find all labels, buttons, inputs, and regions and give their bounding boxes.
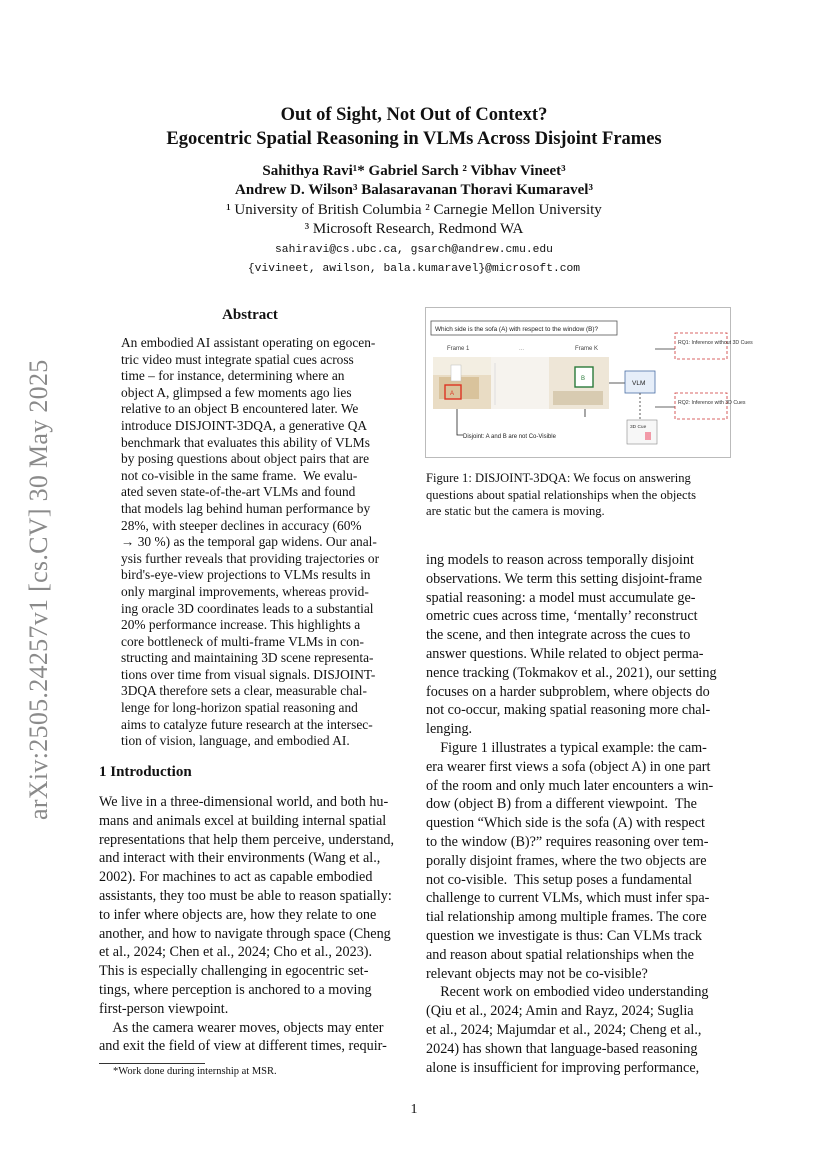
frame-1-image — [433, 357, 491, 409]
frame-k-image — [549, 357, 609, 409]
intermediate-frame — [491, 357, 549, 409]
intro-right-line: spatial reasoning: a model must accumulate ge- — [426, 589, 696, 606]
email-line-2: {vivineet, awilson, bala.kumaravel}@microsoft.com — [247, 263, 581, 275]
intro-right-line: and reason about spatial relationships when the — [426, 946, 694, 963]
figure-1-caption — [426, 470, 730, 520]
abstract-heading: Abstract — [222, 307, 278, 323]
intro-right-line: Figure 1 illustrates a typical example: the cam- — [426, 739, 707, 756]
rq2-label: RQ2: Inference with 3D Cues — [678, 400, 746, 406]
intro-right-line: question we investigate is thus: Can VLMs track — [426, 927, 702, 944]
frame-1-label: Frame 1 — [447, 346, 470, 352]
intro-right-line: 2024) has shown that language-based reasoning — [426, 1040, 698, 1057]
footnote: *Work done during internship at MSR. — [113, 1066, 277, 1077]
question-text: Which side is the sofa (A) with respect to the window (B)? — [435, 326, 599, 333]
label-b: B — [581, 376, 586, 382]
intro-right-line: porally disjoint frames, where the two objects are — [426, 852, 707, 869]
section-heading-introduction: 1 Introduction — [99, 764, 192, 780]
authors-line-1: Sahithya Ravi¹* Gabriel Sarch ² Vibhav Vineet³ — [262, 163, 566, 179]
intro-right-line: lenging. — [426, 721, 473, 738]
footnote-rule — [99, 1063, 205, 1064]
intro-right-line: observations. We term this setting disjoint-frame — [426, 570, 702, 587]
intro-right-line: relevant objects may not be co-visible? — [426, 965, 648, 982]
intro-right-line: ing models to reason across temporally disjoint — [426, 552, 694, 568]
intro-right-line: Recent work on embodied video understanding — [426, 984, 709, 1001]
intro-right-line: answer questions. While related to object perma- — [426, 645, 704, 662]
abstract-line: ing oracle 3D coordinates leads to a substantial — [121, 600, 374, 616]
intro-right-line: not co-visible. This setup poses a fundamental — [426, 871, 693, 888]
intro-right-line: era wearer first views a sofa (object A) in one part — [426, 758, 711, 775]
intro-left-line: This is especially challenging in egocentric set- — [99, 963, 369, 980]
intro-left-line: As the camera wearer moves, objects may enter — [99, 1019, 384, 1036]
abstract-line: that models lag behind human performance by — [121, 500, 371, 516]
intro-right-line: of the room and only much later encounters a win- — [426, 777, 714, 794]
frames-ellipsis: ... — [519, 346, 525, 352]
intro-left-line: tings, where perception is anchored to a moving — [99, 981, 372, 998]
intro-left-line: assistants, they too must be able to reason spatially: — [99, 887, 392, 904]
intro-left-line: et al., 2024; Chen et al., 2024; Cho et al., 2023). — [99, 944, 373, 961]
intro-right-line: et al., 2024; Majumdar et al., 2024; Cheng et al., — [426, 1021, 702, 1038]
intro-left-line: 2002). For machines to act as capable embodied — [99, 869, 373, 886]
intro-right-line: the scene, and then integrate across the cues to — [426, 627, 691, 644]
abstract-line: benchmark that evaluates this ability of VLMs — [121, 434, 370, 450]
intro-right-line: nence tracking (Tokmakov et al., 2021), our setting — [426, 664, 717, 681]
abstract-line: ysis further reveals that providing trajectories or — [121, 550, 380, 566]
abstract-line: bird's-eye-view projections to VLMs results in — [121, 567, 371, 583]
abstract-line: An embodied AI assistant operating on egocen- — [121, 335, 376, 350]
abstract-line: time – for instance, determining where an — [121, 368, 345, 384]
3d-cue-label: 3D Cue — [630, 425, 647, 430]
abstract-line: object A, glimpsed a few moments ago lies — [121, 384, 352, 400]
affiliation-line-2: ³ Microsoft Research, Redmond WA — [304, 221, 524, 237]
intro-right-line: (Qiu et al., 2024; Amin and Rayz, 2024; Suglia — [426, 1003, 694, 1020]
intro-right-line: challenge to current VLMs, which must infer spa- — [426, 890, 710, 907]
email-line-1: sahiravi@cs.ubc.ca, gsarch@andrew.cmu.edu — [275, 244, 553, 256]
abstract-line: tion of vision, language, and embodied AI. — [121, 733, 350, 749]
caption-line: questions about spatial relationships when the objects — [426, 487, 697, 502]
intro-left-line: to infer where objects are, how they relate to one — [99, 906, 377, 923]
abstract-line: 3DQA therefore sets a clear, measurable chal- — [121, 683, 367, 699]
intro-right-line: to the window (B)?” requires reasoning over tem- — [426, 833, 709, 850]
intro-left-line: first-person viewpoint. — [99, 1000, 229, 1017]
caption-line: Figure 1: DISJOINT-3DQA: We focus on answering — [426, 471, 691, 485]
abstract-line: core bottleneck of multi-frame VLMs in con- — [121, 633, 364, 649]
disjoint-label: Disjoint: A and B are not Co-Visible — [463, 434, 556, 440]
abstract-line: by posing questions about object pairs that are — [121, 451, 370, 467]
abstract-line: not co-visible in the same frame. We evalu- — [121, 467, 358, 483]
intro-right-line: not co-occur, making spatial reasoning more chal- — [426, 702, 711, 719]
arxiv-identifier: arXiv:2505.24257v1 [cs.CV] 30 May 2025 — [24, 359, 53, 820]
paper-title-line-1: Out of Sight, Not Out of Context? — [280, 105, 548, 125]
intro-right-line: question “Which side is the sofa (A) with respect — [426, 815, 705, 832]
abstract-body — [121, 335, 379, 750]
caption-line: are static but the camera is moving. — [426, 504, 605, 518]
intro-left-column — [99, 793, 403, 1056]
rq1-box — [675, 333, 727, 359]
rq2-box — [675, 393, 727, 419]
3d-cue-box — [627, 420, 657, 444]
vlm-label: VLM — [632, 380, 646, 387]
intro-right-line: alone is insufficient for improving performance, — [426, 1059, 700, 1076]
rq1-label: RQ1: Inference without 3D Cues — [678, 340, 753, 346]
abstract-line: tions over time from visual signals. DISJOINT- — [121, 666, 376, 682]
authors-line-2: Andrew D. Wilson³ Balasaravanan Thoravi Kumaravel³ — [235, 182, 593, 198]
abstract-line: tric video must integrate spatial cues across — [121, 351, 354, 367]
intro-left-line: representations that help them perceive, understand, — [99, 831, 395, 848]
abstract-line: → 30 %) as the temporal gap widens. Our anal- — [121, 534, 377, 550]
abstract-line: structing and maintaining 3D scene representa- — [121, 650, 374, 666]
abstract-line: ated seven state-of-the-art VLMs and found — [121, 484, 356, 500]
intro-left-line: mans and animals excel at building internal spatial — [99, 812, 387, 829]
abstract-line: lenge for long-horizon spatial reasoning and — [121, 700, 358, 716]
intro-left-line: another, and how to navigate through space (Cheng — [99, 925, 391, 942]
label-a: A — [450, 391, 455, 397]
page-number: 1 — [410, 1102, 418, 1117]
abstract-line: 28%, with steeper declines in accuracy (60% — [121, 517, 362, 533]
intro-right-line: focuses on a harder subproblem, where objects do — [426, 683, 710, 700]
intro-left-line: We live in a three-dimensional world, and both hu- — [99, 794, 389, 810]
intro-right-line: ometric cues across time, ‘mentally’ reconstruct — [426, 608, 698, 625]
intro-right-column — [426, 551, 730, 1077]
abstract-line: relative to an object B encountered later. We — [121, 401, 359, 417]
figure-1-diagram — [425, 307, 753, 459]
affiliation-line-1: ¹ University of British Columbia ² Carnegie Mellon University — [226, 202, 602, 218]
abstract-line: introduce DISJOINT-3DQA, a generative QA — [121, 417, 368, 433]
intro-left-line: and exit the field of view at different times, requir- — [99, 1038, 387, 1055]
intro-right-line: dow (object B) from a different viewpoint. The — [426, 796, 697, 813]
frame-k-label: Frame K — [575, 346, 599, 352]
intro-left-line: and interact with their environments (Wang et al., — [99, 850, 381, 867]
intro-right-line: tial relationship among multiple frames. The core — [426, 909, 707, 926]
abstract-line: aims to catalyze future research at the intersec- — [121, 716, 373, 732]
abstract-line: only marginal improvements, whereas provid- — [121, 583, 369, 599]
abstract-line: 20% performance increase. This highlights a — [121, 617, 361, 633]
paper-title-line-2: Egocentric Spatial Reasoning in VLMs Across Disjoint Frames — [166, 129, 662, 149]
